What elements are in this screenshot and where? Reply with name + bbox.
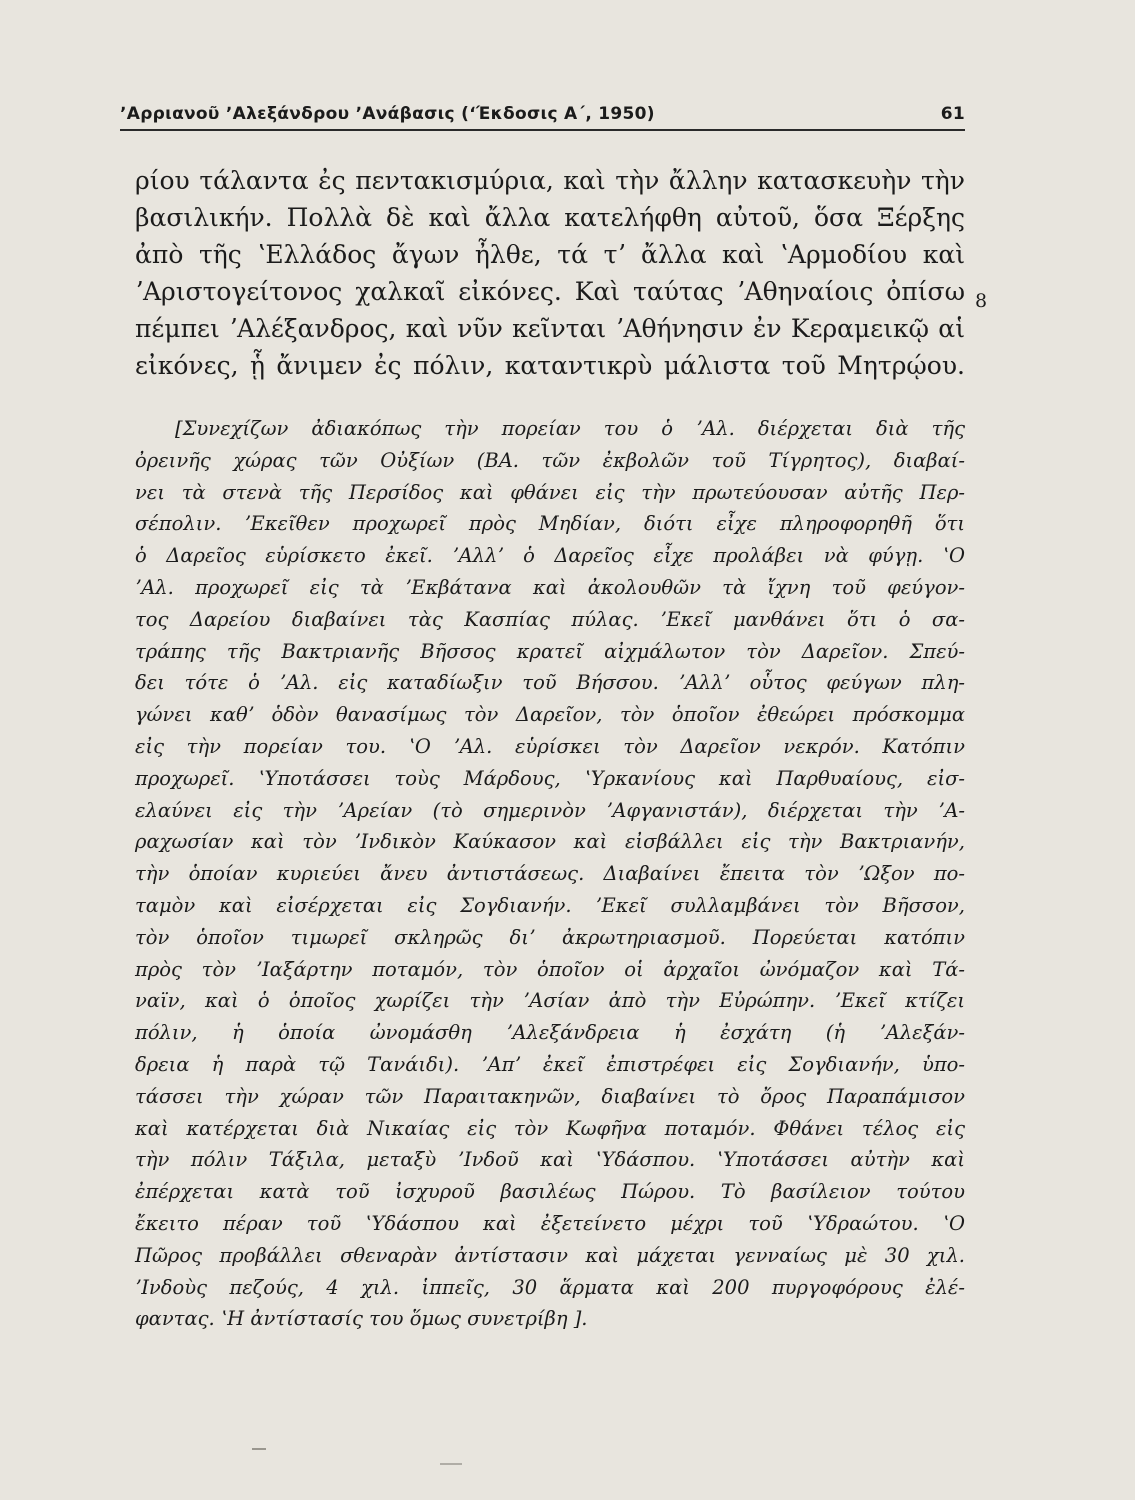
summary-line: προχωρεῖ. ʽΥποτάσσει τοὺς Μάρδους, ʽΥρκανίους καὶ Παρθυαίους, εἰσ- [135, 766, 965, 790]
summary-line: φαντας. ʽΗ ἀντίστασίς του ὅμως συνετρίβη ]. [135, 1307, 588, 1331]
summary-line: τὸν ὁποῖον τιμωρεῖ σκληρῶς διʼ ἀκρωτηριασμοῦ. Πορεύεται κατόπιν [135, 925, 965, 949]
summary-line: σέπολιν. ʼΕκεῖθεν προχωρεῖ πρὸς Μηδίαν, διότι εἶχε πληροφορηθῆ ὅτι [135, 512, 965, 536]
summary-line: εἰς τὴν πορείαν του. ʽΟ ʼΑλ. εὑρίσκει τὸν Δαρεῖον νεκρόν. Κατόπιν [135, 734, 965, 758]
main-greek-text [135, 162, 965, 384]
summary-line: ελαύνει εἰς τὴν ʼΑρείαν (τὸ σημερινὸν ʼΑφγανιστάν), διέρχεται τὴν ʼΑ- [135, 798, 965, 822]
summary-line: ταμὸν καὶ εἰσέρχεται εἰς Σογδιανήν. ʼΕκεῖ συλλαμβάνει τὸν Βῆσσον, [135, 893, 965, 917]
text-line: βασιλικήν. Πολλὰ δὲ καὶ ἄλλα κατελήφθη αὐτοῦ, ὅσα Ξέρξης [135, 203, 965, 232]
text-line: ʼΑριστογείτονος χαλκαῖ εἰκόνες. Καὶ ταύτας ʼΑθηναίοις ὀπίσω [135, 277, 965, 306]
page-blemish [440, 1463, 462, 1465]
summary-line: γώνει καθʼ ὁδὸν θανασίμως τὸν Δαρεῖον, τὸν ὁποῖον ἐθεώρει πρόσκομμα [135, 703, 965, 727]
summary-line: τος Δαρείου διαβαίνει τὰς Κασπίας πύλας. ʼΕκεῖ μανθάνει ὅτι ὁ σα- [135, 607, 965, 631]
page-blemish [252, 1448, 266, 1450]
summary-line: καὶ κατέρχεται διὰ Νικαίας εἰς τὸν Κωφῆνα ποταμόν. Φθάνει τέλος εἰς [135, 1116, 965, 1140]
summary-line: ναϊν, καὶ ὁ ὁποῖος χωρίζει τὴν ʼΑσίαν ἀπὸ τὴν Εὐρώπην. ʼΕκεῖ κτίζει [135, 989, 965, 1013]
text-line: πέμπει ʼΑλέξανδρος, καὶ νῦν κεῖνται ʼΑθήνησιν ἐν Κεραμεικῷ αἱ [135, 314, 965, 343]
summary-line: νει τὰ στενὰ τῆς Περσίδος καὶ φθάνει εἰς τὴν πρωτεύουσαν αὐτῆς Περ- [135, 480, 965, 504]
summary-line: πόλιν, ἡ ὁποία ὠνομάσθη ʼΑλεξάνδρεια ἡ ἐσχάτη (ἡ ʼΑλεξάν- [135, 1021, 965, 1045]
running-header [120, 104, 965, 132]
header-rule [120, 129, 965, 131]
summary-line: δρεια ἡ παρὰ τῷ Τανάιδι). ʼΑπʼ ἐκεῖ ἐπιστρέφει εἰς Σογδιανήν, ὑπο- [135, 1052, 965, 1076]
summary-line: ὀρεινῆς χώρας τῶν Οὐξίων (ΒΑ. τῶν ἐκβολῶν τοῦ Τίγρητος), διαβαί- [135, 448, 965, 472]
page-number: 61 [940, 104, 965, 124]
summary-line: δει τότε ὁ ʼΑλ. εἰς καταδίωξιν τοῦ Βήσσου. ʼΑλλʼ οὗτος φεύγων πλη- [135, 671, 965, 695]
summary-line: πρὸς τὸν ʼΙαξάρτην ποταμόν, τὸν ὁποῖον οἱ ἀρχαῖοι ὠνόμαζον καὶ Τά- [135, 957, 965, 981]
summary-line: τάσσει τὴν χώραν τῶν Παραιτακηνῶν, διαβαίνει τὸ ὄρος Παραπάμισον [135, 1084, 965, 1108]
summary-line: ραχωσίαν καὶ τὸν ʼΙνδικὸν Καύκασον καὶ εἰσβάλλει εἰς τὴν Βακτριανήν, [135, 830, 965, 854]
summary-line: τράπης τῆς Βακτριανῆς Βῆσσος κρατεῖ αἰχμάλωτον τὸν Δαρεῖον. Σπεύ- [135, 639, 965, 663]
summary-line: ἔκειτο πέραν τοῦ ʽΥδάσπου καὶ ἐξετείνετο μέχρι τοῦ ʽΥδραώτου. ʽΟ [135, 1211, 965, 1235]
margin-section-number: 8 [975, 290, 988, 312]
running-header-title: ʼΑρριανοῦ ʼΑλεξάνδρου ʼΑνάβασις (ʻΈκδοσις Α΄, 1950) [120, 104, 655, 124]
summary-line: τὴν πόλιν Τάξιλα, μεταξὺ ʼΙνδοῦ καὶ ʽΥδάσπου. ʽΥποτάσσει αὐτὴν καὶ [135, 1148, 965, 1172]
summary-line: [Συνεχίζων ἀδιακόπως τὴν πορείαν του ὁ ʼΑλ. διέρχεται διὰ τῆς [175, 417, 965, 440]
text-line: ρίου τάλαντα ἐς πεντακισμύρια, καὶ τὴν ἄλλην κατασκευὴν τὴν [135, 166, 965, 195]
summary-line: ʼΙνδοὺς πεζούς, 4 χιλ. ἱππεῖς, 30 ἅρματα καὶ 200 πυργοφόρους ἐλέ- [135, 1275, 965, 1299]
text-line: εἰκόνες, ᾗ ἄνιμεν ἐς πόλιν, καταντικρὺ μάλιστα τοῦ Μητρῴου. [135, 351, 965, 380]
summary-italic-text [135, 413, 965, 1335]
summary-line: ὁ Δαρεῖος εὑρίσκετο ἐκεῖ. ʼΑλλʼ ὁ Δαρεῖος εἶχε προλάβει νὰ φύγῃ. ʽΟ [135, 544, 965, 568]
text-line: ἀπὸ τῆς ʽΕλλάδος ἄγων ἦλθε, τά τʼ ἄλλα καὶ ʽΑρμοδίου καὶ [135, 240, 965, 269]
summary-line: ἐπέρχεται κατὰ τοῦ ἰσχυροῦ βασιλέως Πώρου. Τὸ βασίλειον τούτου [135, 1180, 965, 1204]
summary-line: Πῶρος προβάλλει σθεναρὰν ἀντίστασιν καὶ μάχεται γενναίως μὲ 30 χιλ. [135, 1243, 965, 1267]
summary-line: ʼΑλ. προχωρεῖ εἰς τὰ ʼΕκβάτανα καὶ ἀκολουθῶν τὰ ἴχνη τοῦ φεύγον- [135, 575, 965, 599]
summary-line: τὴν ὁποίαν κυριεύει ἄνευ ἀντιστάσεως. Διαβαίνει ἔπειτα τὸν ʼΩξον πο- [135, 862, 965, 886]
